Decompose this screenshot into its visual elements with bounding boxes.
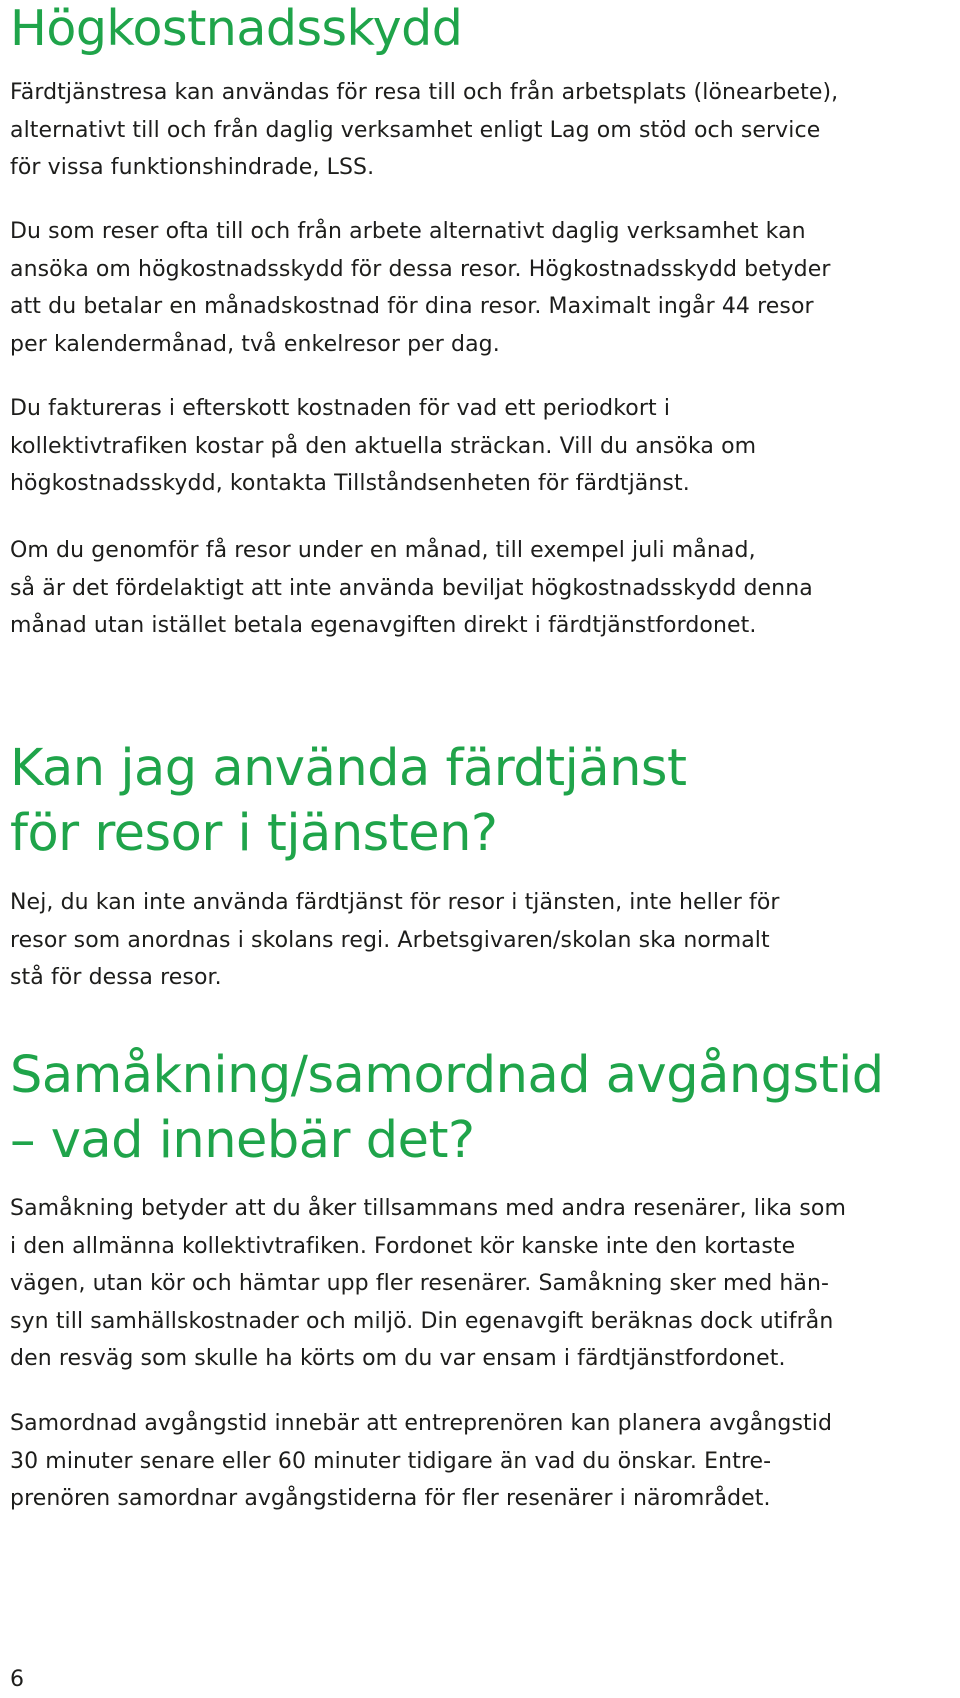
- paragraph-6: Samåkning betyder att du åker tillsammans med andra resenärer, lika som i den allmänna kollektivtrafiken. Fordonet kör kanske inte den kortaste vägen, utan kör och hämtar upp fler resenärer. Samåkning sker med hän- syn till samhällskostnader och miljö. Din egenavgift beräknas dock utifrån den resväg som skulle ha körts om du var ensam i färdtjänstfordonet.: [10, 1196, 847, 1371]
- paragraph-4: Om du genomför få resor under en månad, till exempel juli månad, så är det fördelaktigt att inte använda beviljat högkostnadsskydd denna månad utan istället betala egenavgiften direkt i färdtjänstfordonet.: [10, 538, 813, 638]
- page-number: 6: [10, 1667, 24, 1692]
- paragraph-3: Du faktureras i efterskott kostnaden för vad ett periodkort i kollektivtrafiken kostar på den aktuella sträckan. Vill du ansöka om högkostnadsskydd, kontakta Tillståndsenheten för färdtjänst.: [10, 396, 757, 496]
- heading-samakning: Samåkning/samordnad avgångstid – vad innebär det?: [10, 1046, 884, 1170]
- paragraph-5: Nej, du kan inte använda färdtjänst för resor i tjänsten, inte heller för resor som anordnas i skolans regi. Arbetsgivaren/skolan ska normalt stå för dessa resor.: [10, 890, 780, 990]
- paragraph-2: Du som reser ofta till och från arbete alternativt daglig verksamhet kan ansöka om högkostnadsskydd för dessa resor. Högkostnadsskydd betyder att du betalar en månadskostnad för dina resor. Maximalt ingår 44 resor per kalendermånad, två enkelresor per dag.: [10, 219, 831, 357]
- paragraph-1: Färdtjänstresa kan användas för resa till och från arbetsplats (lönearbete), alternativt till och från daglig verksamhet enligt Lag om stöd och service för vissa funktionshindrade, LSS.: [10, 80, 839, 180]
- paragraph-7: Samordnad avgångstid innebär att entreprenören kan planera avgångstid 30 minuter senare eller 60 minuter tidigare än vad du önskar. Entre- prenören samordnar avgångstiderna för fler resenärer i närområdet.: [10, 1411, 833, 1511]
- heading-hogkostnadsskydd: Högkostnadsskydd: [10, 0, 463, 57]
- heading-kan-jag-anvanda-fardtjanst: Kan jag använda färdtjänst för resor i tjänsten?: [10, 739, 687, 863]
